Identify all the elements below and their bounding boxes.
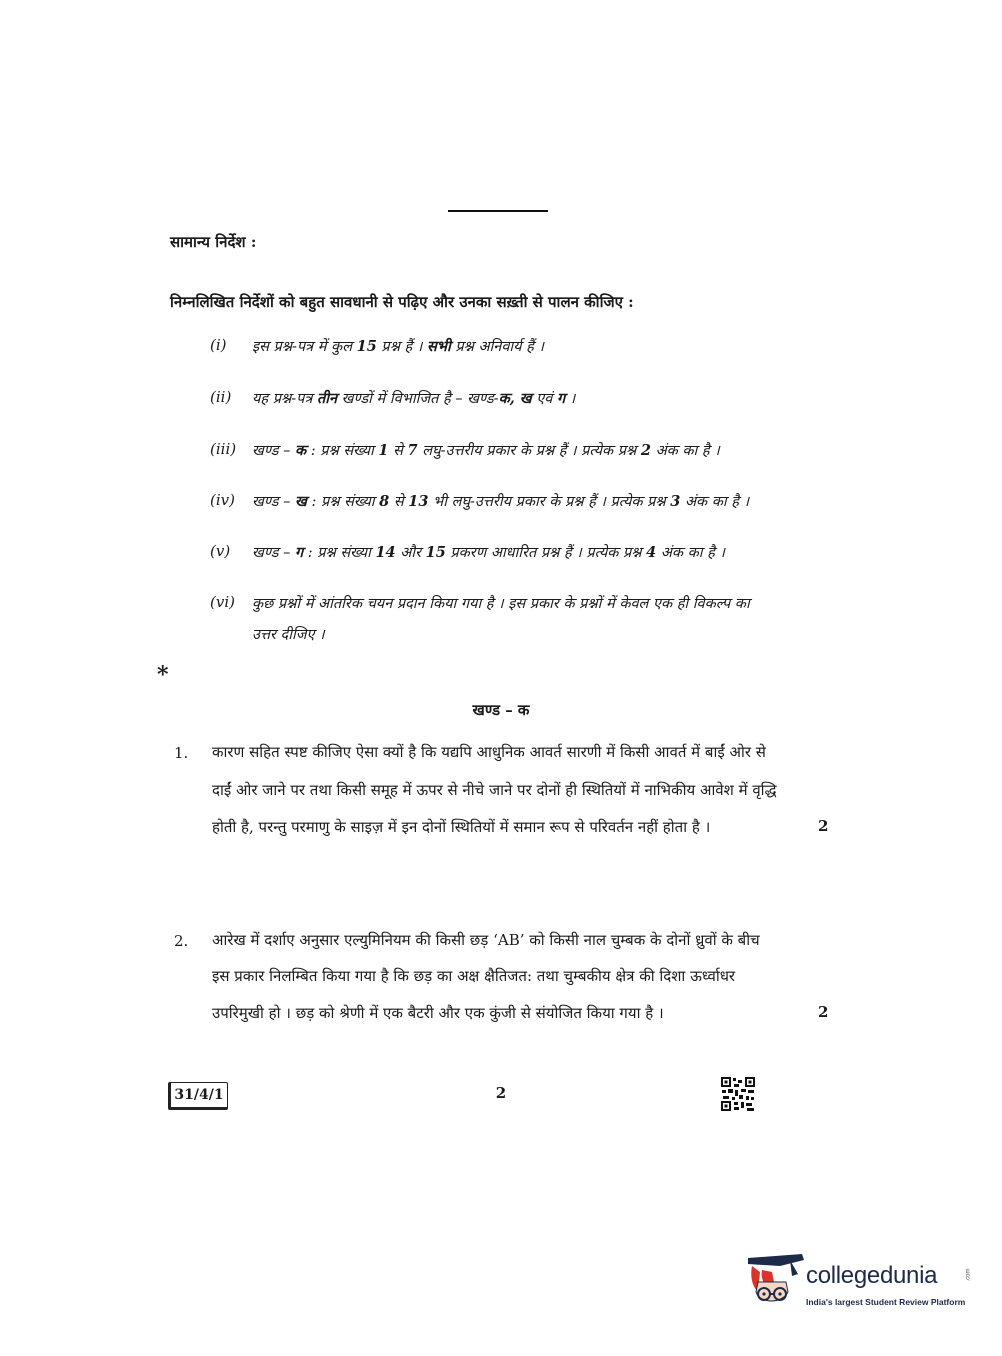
question-line: होती है, परन्तु परमाणु के साइज़ में इन दोनों स्थितियों में समान रूप से परिवर्तन नहीं होता है ।: [212, 818, 711, 836]
instruction-text: इस प्रश्न-पत्र में कुल 15 प्रश्न हैं । सभी प्रश्न अनिवार्य हैं ।: [252, 338, 544, 355]
general-instructions-heading: सामान्य निर्देश :: [170, 233, 257, 251]
read-instructions-line: निम्नलिखित निर्देशों को बहुत सावधानी से पढ़िए और उनका सख़्ती से पालन कीजिए :: [170, 293, 634, 311]
instruction-text: यह प्रश्न-पत्र तीन खण्डों में विभाजित है – खण्ड-क, ख एवं ग ।: [252, 390, 576, 407]
instruction-number: (vi): [210, 593, 235, 611]
logo-tagline: India's largest Student Review Platform: [806, 1297, 966, 1307]
question-line: इस प्रकार निलम्बित किया गया है कि छड़ का अक्ष क्षैतिजत: तथा चुम्बकीय क्षेत्र की दिशा ऊर्ध्वाधर: [212, 967, 736, 985]
question-marks: 2: [818, 817, 829, 835]
instruction-text: खण्ड – क : प्रश्न संख्या 1 से 7 लघु-उत्तरीय प्रकार के प्रश्न हैं । प्रत्येक प्रश्न 2 अंक का है ।: [252, 442, 720, 459]
logo-domain-suffix: .com: [965, 1268, 972, 1282]
question-number: 1.: [174, 744, 189, 762]
question-line: कारण सहित स्पष्ट कीजिए ऐसा क्यों है कि यद्यपि आधुनिक आवर्त सारणी में किसी आवर्त में बाईं ओर से: [212, 743, 766, 761]
section-title: खण्ड – क: [472, 701, 530, 719]
page-number: 2: [495, 1084, 507, 1102]
instruction-text: खण्ड – ग : प्रश्न संख्या 14 और 15 प्रकरण आधारित प्रश्न हैं । प्रत्येक प्रश्न 4 अंक का है ।: [252, 544, 725, 561]
qr-code-icon: [720, 1076, 756, 1112]
question-line: उपरिमुखी हो । छड़ को श्रेणी में एक बैटरी और एक कुंजी से संयोजित किया गया है ।: [212, 1004, 664, 1022]
instruction-number: (iii): [210, 440, 237, 458]
question-number: 2.: [174, 932, 189, 950]
question-line: दाईं ओर जाने पर तथा किसी समूह में ऊपर से नीचे जाने पर दोनों ही स्थितियों में नाभिकीय आवेश में वृद्धि: [212, 781, 777, 799]
instruction-text: कुछ प्रश्नों में आंतरिक चयन प्रदान किया गया है । इस प्रकार के प्रश्नों में केवल एक ही विकल्प का: [252, 596, 750, 612]
instruction-number: (v): [210, 542, 231, 560]
header-rule: [448, 210, 548, 212]
logo-wordmark: collegedunia: [806, 1262, 938, 1289]
question-marks: 2: [818, 1003, 829, 1021]
question-line: आरेख में दर्शाए अनुसार एल्युमिनियम की किसी छड़ ‘AB’ को किसी नाल चुम्बक के दोनों ध्रुवों के बीच: [212, 931, 760, 949]
instruction-text-continued: उत्तर दीजिए ।: [252, 627, 325, 643]
paper-code: 31/4/1: [168, 1082, 228, 1110]
instruction-number: (i): [210, 336, 227, 354]
instruction-text: खण्ड – ख : प्रश्न संख्या 8 से 13 भी लघु-उत्तरीय प्रकार के प्रश्न हैं । प्रत्येक प्रश्न 3 अंक का है ।: [252, 493, 750, 510]
asterisk-mark: *: [157, 662, 169, 688]
instruction-number: (iv): [210, 491, 235, 509]
instruction-number: (ii): [210, 388, 232, 406]
